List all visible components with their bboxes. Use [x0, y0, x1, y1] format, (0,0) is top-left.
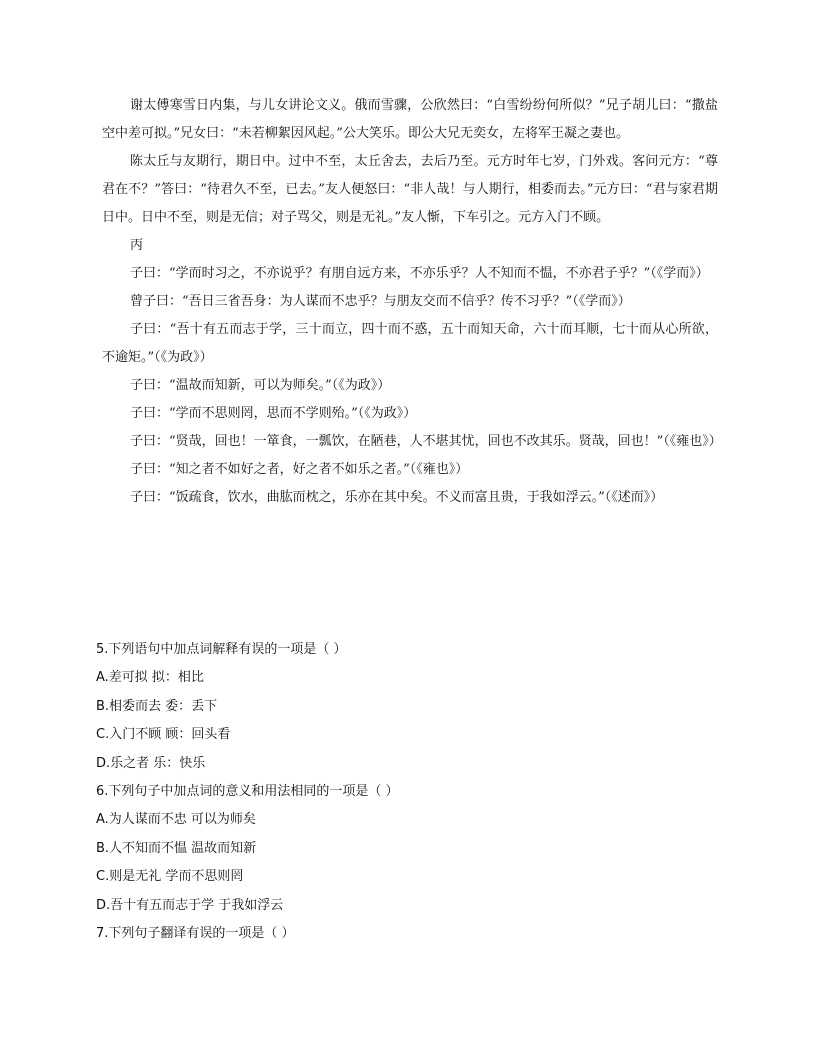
analects-quote-7: 子曰：“知之者不如好之者，好之者不如乐之者。”（《雍也》） — [130, 462, 469, 477]
analects-quote-1: 子曰：“学而时习之，不亦说乎？有朋自远方来，不亦乐乎？人不知而不愠，不亦君子乎？”（《学而》） — [130, 266, 709, 281]
question-5-stem: 5.下列语句中加点词解释有误的一项是（ ） — [96, 642, 347, 657]
analects-quote-8: 子曰：“饭疏食，饮水，曲肱而枕之，乐亦在其中矣。不义而富且贵，于我如浮云。”（《述而》） — [130, 490, 664, 505]
passage-paragraph-1: 谢太傅寒雪日内集，与儿女讲论文义。俄而雪骤，公欣然曰：“白雪纷纷何所似？”兄子胡儿曰：“撒盐空中差可拟。”兄女曰：“未若柳絮因风起。”公大笑乐。即公大兄无奕女，左将军王凝之妻也。 — [102, 98, 718, 141]
question-list — [96, 636, 716, 948]
question-6-option-b: B.人不知而不愠 温故而知新 — [96, 840, 257, 856]
section-label: 丙 — [130, 238, 144, 253]
question-6-stem: 6.下列句子中加点词的意义和用法相同的一项是（ ） — [96, 784, 399, 800]
question-5-option-b: B.相委而去 委：丢下 — [96, 698, 218, 714]
question-5-option-d: D.乐之者 乐：快乐 — [96, 755, 206, 771]
reading-passage — [102, 92, 722, 512]
analects-quote-6: 子曰：“贤哉，回也！一箪食，一瓢饮，在陋巷，人不堪其忧，回也不改其乐。贤哉，回也！”（《雍也》） — [130, 434, 722, 449]
question-6-option-d: D.吾十有五而志于学 于我如浮云 — [96, 897, 284, 913]
analects-quote-5: 子曰：“学而不思则罔，思而不学则殆。”（《为政》） — [130, 406, 417, 421]
question-7-stem: 7.下列句子翻译有误的一项是（ ） — [96, 926, 295, 942]
question-5-option-c: C.入门不顾 顾：回头看 — [96, 727, 231, 743]
analects-quote-3: 子曰：“吾十有五而志于学，三十而立，四十而不惑，五十而知天命，六十而耳顺，七十而从心所欲，不逾矩。”（《为政》） — [102, 322, 718, 365]
question-6-option-c: C.则是无礼 学而不思则罔 — [96, 869, 244, 885]
passage-paragraph-2: 陈太丘与友期行，期日中。过中不至，太丘舍去，去后乃至。元方时年七岁，门外戏。客问元方：“尊君在不？”答曰：“待君久不至，已去。”友人便怒曰：“非人哉！与人期行，相委而去。”元方曰：“君与家君期日中。日中不至，则是无信；对子骂父，则是无礼。”友人惭，下车引之。元方入门不顾。 — [102, 154, 718, 225]
question-5-option-a: A.差可拟 拟：相比 — [96, 670, 204, 686]
question-6-option-a: A.为人谋而不忠 可以为师矣 — [96, 812, 256, 828]
analects-quote-2: 曾子曰：“吾日三省吾身：为人谋而不忠乎？与朋友交而不信乎？传不习乎？”（《学而》） — [130, 294, 631, 309]
analects-quote-4: 子曰：“温故而知新，可以为师矣。”（《为政》） — [130, 378, 391, 393]
